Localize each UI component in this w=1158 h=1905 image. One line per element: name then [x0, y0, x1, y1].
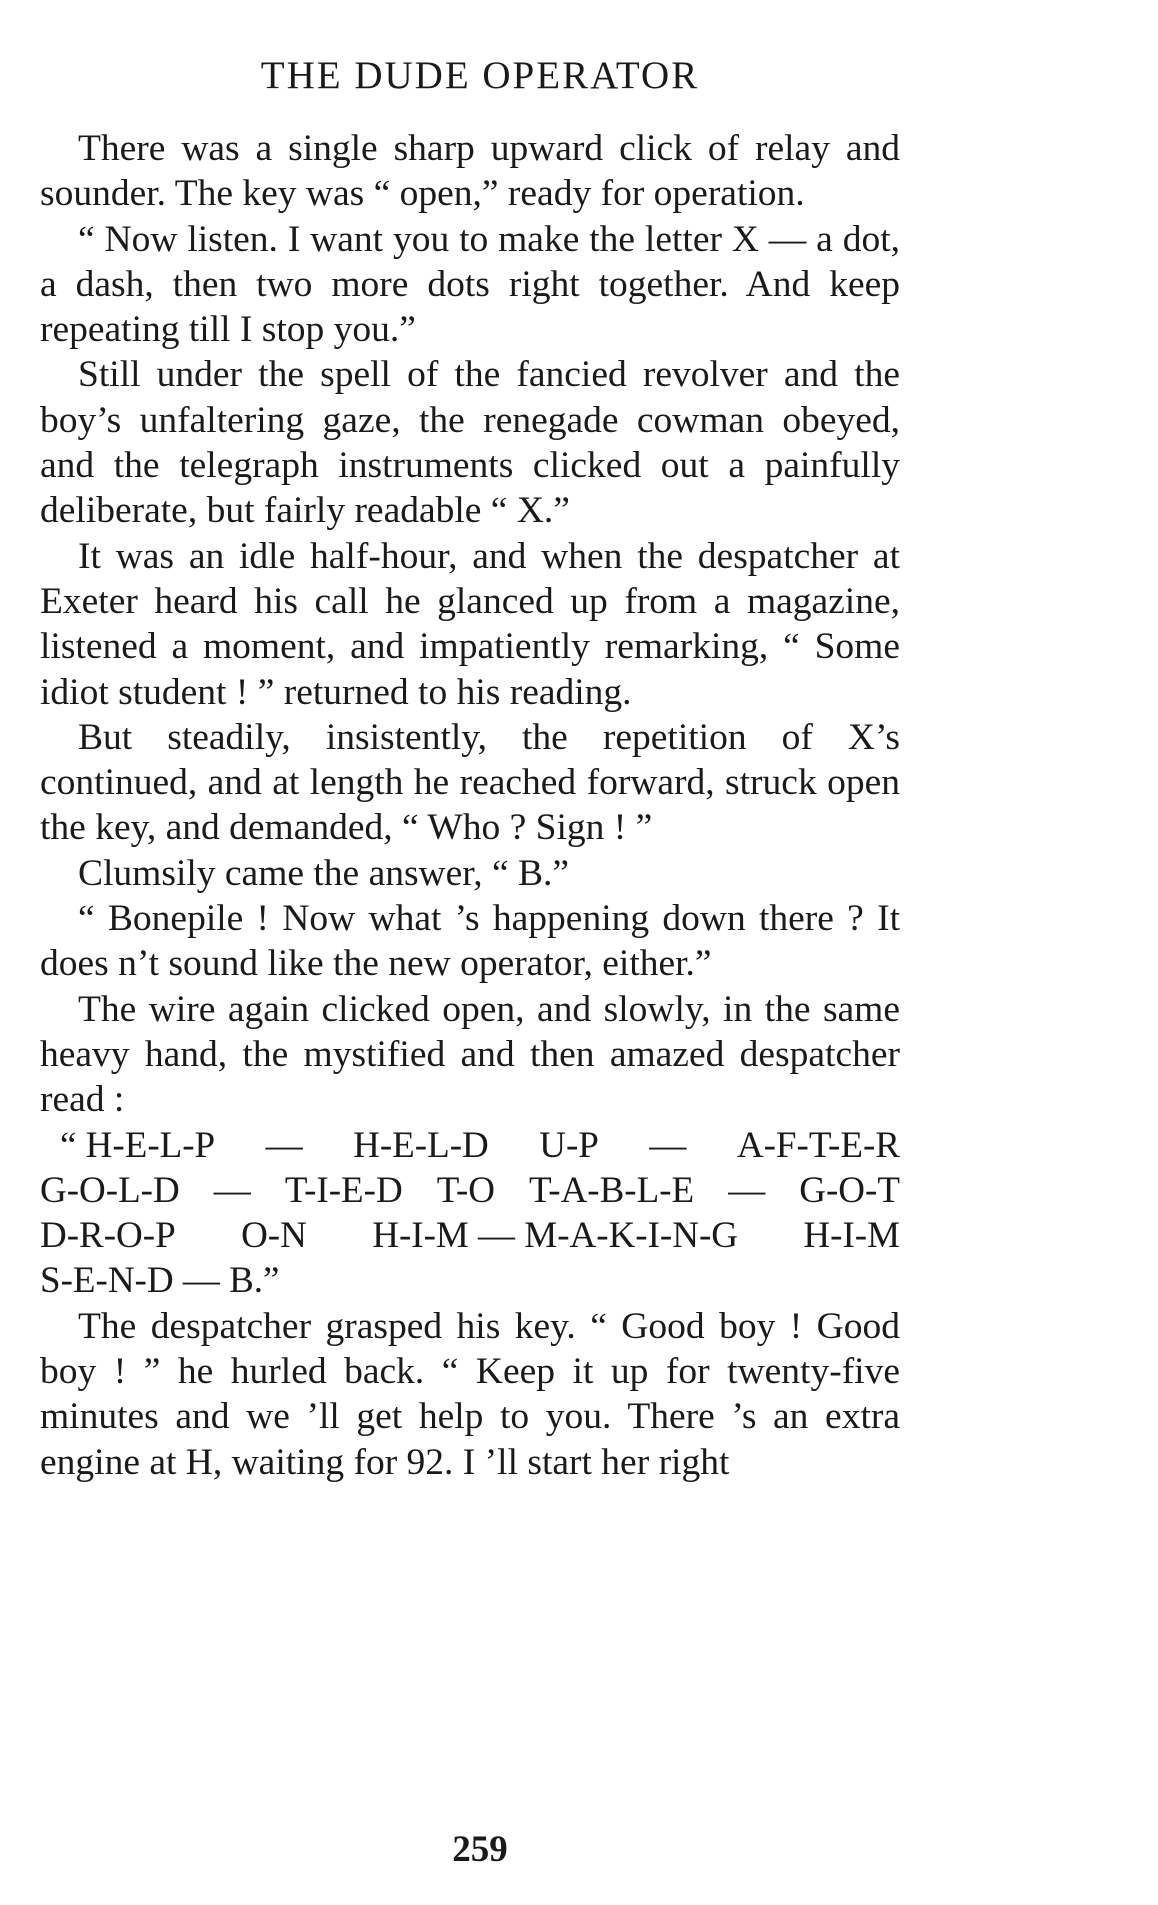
telegram-word: T-A-B-L-E [529, 1169, 695, 1211]
paragraph-now-listen: “ Now listen. I want you to make the letter X — a dot, a dash, then two more dots right together. And keep repeating till I stop you.” [40, 218, 900, 351]
telegram-word: H-I-M [803, 1215, 900, 1257]
telegram-word: G-O-T [799, 1169, 900, 1211]
telegram-word: T-I-E-D [284, 1169, 403, 1211]
telegram-word: U-P [539, 1124, 599, 1166]
telegram-line [40, 1168, 900, 1213]
telegram-word: H-I-M — M-A-K-I-N-G [372, 1215, 739, 1257]
telegram-word: H-E-L-D [353, 1124, 489, 1166]
telegram-message [40, 1123, 900, 1304]
paragraph-good-boy: The despatcher grasped his key. “ Good boy ! Good boy ! ” he hurled back. “ Keep it up for twenty-five minutes and we ’ll get help to you. There ’s an extra engine at H, waiting for 92. I ’ll start her right [40, 1305, 900, 1483]
book-page [40, 52, 900, 1485]
telegram-word: D-R-O-P [40, 1215, 176, 1257]
paragraph-repetition: But steadily, insistently, the repetition of X’s continued, and at length he reached forward, struck open the key, and demanded, “ Who ? Sign ! ” [40, 716, 900, 849]
telegram-word: G-O-L-D [40, 1169, 180, 1211]
paragraph-bonepile: “ Bonepile ! Now what ’s happening down there ? It does n’t sound like the new operator, either.” [40, 898, 900, 985]
telegram-line [40, 1123, 900, 1168]
telegram-word: T-O [436, 1169, 495, 1211]
telegram-line [40, 1258, 900, 1303]
telegram-word: A-F-T-E-R [736, 1124, 900, 1166]
paragraph-answer-b: Clumsily came the answer, “ B.” [78, 852, 570, 894]
telegram-word: O-N [241, 1215, 307, 1257]
paragraph-wire-clicked: The wire again clicked open, and slowly, in the same heavy hand, the mystified and then amazed despatcher read : [40, 988, 900, 1121]
telegram-dash: — [265, 1124, 303, 1166]
page-number: 259 [452, 1829, 508, 1870]
telegram-word: S-E-N-D — B.” [40, 1260, 280, 1302]
running-head: THE DUDE OPERATOR [260, 54, 700, 97]
paragraph-idle-half-hour: It was an idle half-hour, and when the despatcher at Exeter heard his call he glanced up from a magazine, listened a moment, and impatiently remarking, “ Some idiot student ! ” returned to his reading. [40, 535, 900, 713]
telegram-word: “ H-E-L-P [60, 1124, 216, 1166]
telegram-dash: — [649, 1124, 687, 1166]
telegram-line [40, 1213, 900, 1258]
telegram-dash: — [213, 1169, 251, 1211]
telegram-dash: — [728, 1169, 766, 1211]
paragraph-cowman-obeyed: Still under the spell of the fancied revolver and the boy’s unfaltering gaze, the renegade cowman obeyed, and the telegraph instruments clicked out a painfully deliberate, but fairly readable “ X.” [40, 354, 900, 532]
paragraph-relay-click: There was a single sharp upward click of relay and sounder. The key was “ open,” ready for operation. [40, 128, 900, 215]
